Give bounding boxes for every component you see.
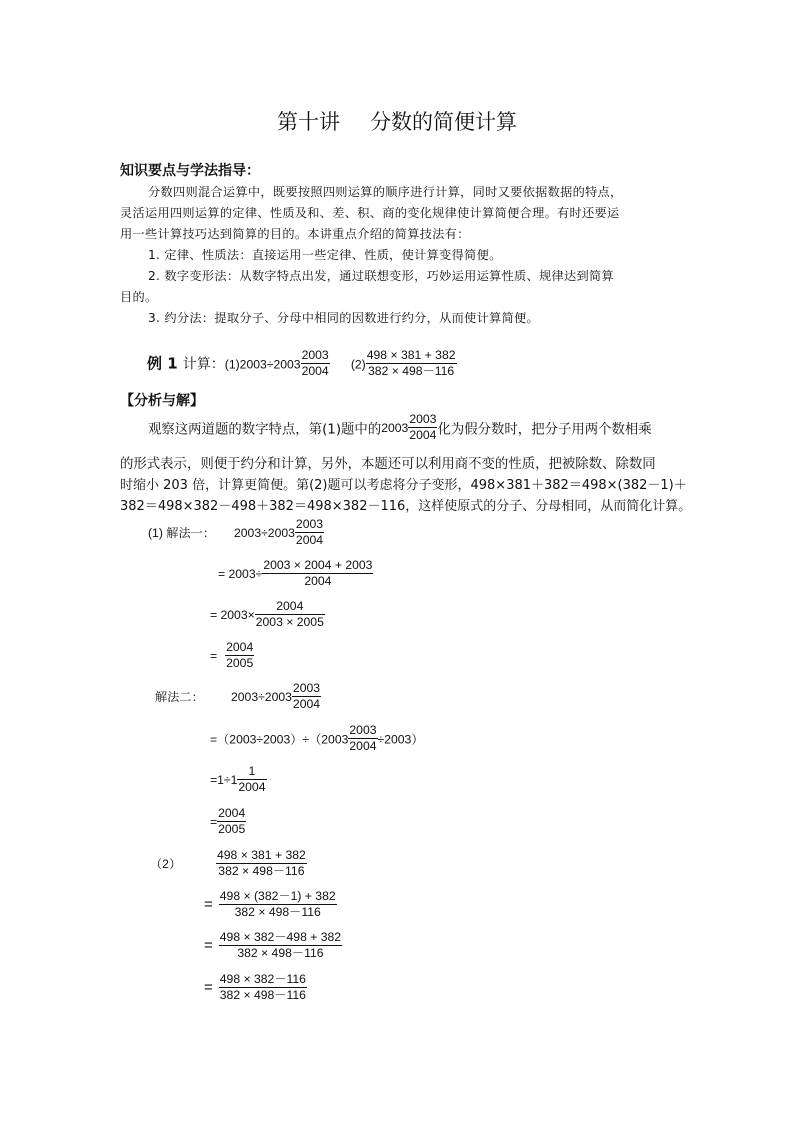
sol2-step-1: [155, 681, 321, 713]
fraction-denominator: 382 × 498－116: [368, 364, 455, 379]
expr-prefix: = 2003÷: [218, 566, 263, 581]
analysis-line-4: 382＝498×382－498＋382＝498×382－116，这样使原式的分子、分母相同，从而简化计算。: [120, 499, 692, 514]
example-calc-label: 计算：: [182, 356, 225, 373]
fraction: [219, 930, 342, 962]
sol1-step-4: [210, 640, 254, 672]
fraction-denominator: 2005: [226, 656, 254, 671]
expr-prefix: =1÷1: [210, 772, 238, 787]
fraction-numerator: 2003: [295, 517, 324, 533]
analysis-heading: 【分析与解】: [120, 393, 204, 409]
example-p2-prefix: (2): [350, 357, 366, 372]
fraction-numerator: 2004: [225, 640, 254, 656]
knowledge-item-2: 2. 数字变形法：从数字特点出发，通过联想变形，巧妙运用运算性质、规律达到简算: [148, 269, 614, 283]
knowledge-item-2-cont: 目的。: [120, 290, 158, 304]
part2-step-1: [150, 848, 307, 880]
example-p1-prefix: (1): [224, 357, 240, 372]
fraction-numerator: 2003: [292, 681, 321, 697]
fraction-numerator: 2003: [301, 348, 330, 364]
fraction-numerator: 498 × 382－116: [219, 972, 307, 988]
sol2-step-4: [210, 806, 246, 838]
fraction: [216, 848, 307, 880]
expr-prefix: =: [210, 814, 218, 829]
page-title: [0, 106, 794, 136]
sol2-label: 解法二：: [155, 690, 204, 705]
equals-sign: =: [204, 937, 213, 955]
fraction-numerator: 2004: [255, 599, 325, 615]
fraction-denominator: 2004: [295, 533, 324, 548]
knowledge-item-3: 3. 约分法：提取分子、分母中相同的因数进行约分，从而使计算简便。: [148, 311, 540, 325]
example-p1-whole: 2003÷2003: [239, 357, 301, 372]
fraction-denominator: 382 × 498－116: [219, 988, 306, 1003]
sol1-step-3: [210, 599, 325, 631]
analysis-text: 观察这两道题的数字特点，第(1)题中的: [148, 422, 382, 438]
fraction: [225, 640, 254, 672]
part2-step-4: [204, 972, 307, 1004]
analysis-line-2: 的形式表示，则便于约分和计算，另外，本题还可以利用商不变的性质，把被除数、除数同: [120, 457, 656, 472]
fraction: [217, 806, 246, 838]
fraction-denominator: 382 × 498－116: [218, 864, 305, 879]
sol2-step-2: [210, 723, 424, 755]
example-label: 例 1: [147, 354, 178, 373]
fraction-denominator: 382 × 498－116: [234, 905, 321, 920]
analysis-line-1: [148, 412, 652, 444]
fraction-denominator: 2004: [301, 364, 329, 379]
expr-prefix: =: [210, 648, 218, 663]
sol1-label: (1) 解法一：: [148, 526, 216, 541]
mixed-whole: 2003: [381, 420, 409, 435]
fraction: [219, 889, 337, 921]
mixed-whole: 2003÷2003: [234, 525, 295, 540]
fraction-denominator: 2004: [292, 697, 321, 712]
analysis-text: 化为假分数时，把分子用两个数相乘: [437, 422, 652, 438]
fraction-denominator: 2005: [218, 822, 246, 837]
fraction-numerator: 2003 × 2004 + 2003: [262, 558, 373, 574]
knowledge-para-3: 用一些计算技巧达到简算的目的。本讲重点介绍的简算技法有：: [120, 227, 470, 241]
fraction: [255, 599, 325, 631]
fraction: [237, 764, 266, 796]
equals-sign: =: [204, 979, 213, 997]
sol2-step-3: [210, 764, 267, 796]
fraction-numerator: 2003: [408, 412, 437, 428]
fraction: [348, 723, 377, 755]
title-lecture: 第十讲: [277, 110, 340, 134]
fraction: [295, 517, 324, 549]
part2-label: （2）: [150, 857, 182, 872]
knowledge-heading: 知识要点与学法指导：: [120, 163, 260, 179]
fraction-numerator: 498 × 382－498 + 382: [219, 930, 342, 946]
analysis-line-3: 时缩小 203 倍，计算更简便。第(2)题可以考虑将分子变形，498×381＋382＝498×(382－1)＋: [120, 478, 687, 493]
expr-suffix: ÷2003）: [377, 732, 424, 747]
expr-prefix: = 2003×: [210, 607, 255, 622]
mixed-whole: 2003÷2003: [231, 689, 292, 704]
fraction-denominator: 2004: [238, 780, 266, 795]
sol1-step-2: [218, 558, 373, 590]
knowledge-item-1: 1. 定律、性质法：直接运用一些定律、性质，使计算变得简便。: [148, 248, 502, 262]
analysis-fraction: [408, 412, 437, 444]
fraction: [292, 681, 321, 713]
fraction-denominator: 2004: [409, 428, 437, 443]
part2-step-3: [204, 930, 342, 962]
equals-sign: =: [204, 896, 213, 914]
fraction-denominator: 2003 × 2005: [255, 615, 324, 630]
expr-prefix: =（2003÷2003）÷（2003: [210, 732, 349, 747]
example-p2-fraction: [366, 348, 457, 380]
fraction-numerator: 498 × (382－1) + 382: [219, 889, 337, 905]
example-1: [147, 348, 457, 380]
fraction-denominator: 2004: [304, 574, 332, 589]
fraction-denominator: 2004: [349, 739, 377, 754]
fraction-numerator: 2003: [348, 723, 377, 739]
fraction-numerator: 498 × 381 + 382: [216, 848, 307, 864]
fraction: [219, 972, 307, 1004]
knowledge-para-1: 分数四则混合运算中，既要按照四则运算的顺序进行计算，同时又要依据数据的特点，: [148, 185, 623, 199]
part2-step-2: [204, 889, 337, 921]
fraction-numerator: 2004: [217, 806, 246, 822]
knowledge-para-2: 灵活运用四则运算的定律、性质及和、差、积、商的变化规律使计算简便合理。有时还要运: [120, 206, 620, 220]
fraction-numerator: 498 × 381 + 382: [366, 348, 457, 364]
example-p1-fraction: [301, 348, 330, 380]
fraction-denominator: 382 × 498－116: [237, 946, 324, 961]
fraction-numerator: 1: [237, 764, 266, 780]
title-topic: 分数的简便计算: [370, 110, 517, 134]
sol1-step-1: [148, 517, 324, 549]
fraction: [262, 558, 373, 590]
